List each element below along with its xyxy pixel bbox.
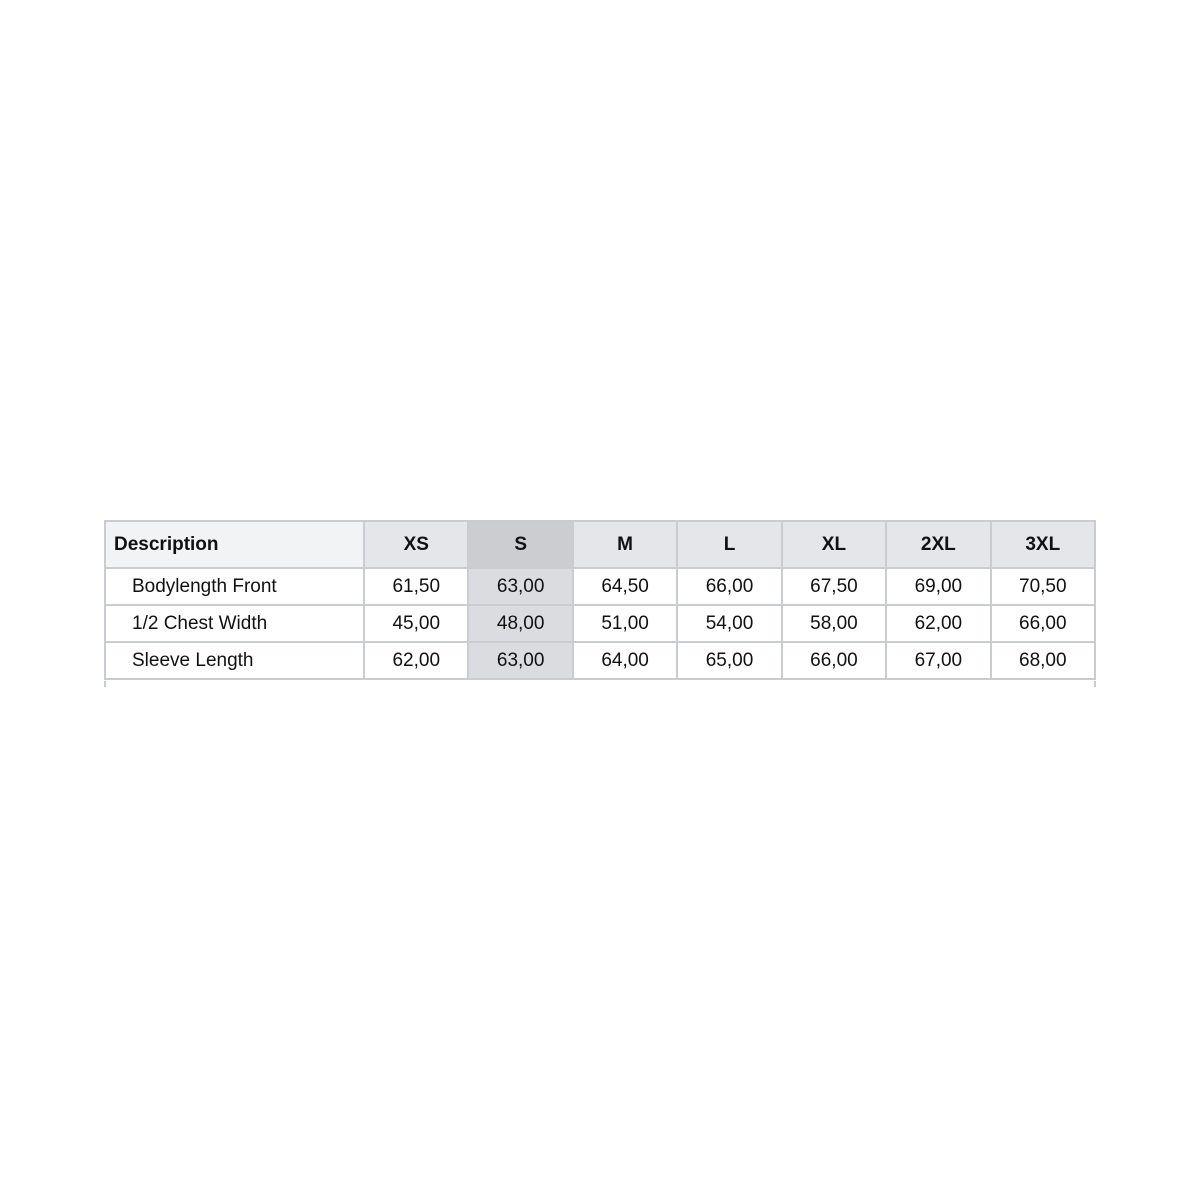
header-row (105, 521, 1095, 568)
table-cell: 65,00 (677, 642, 781, 679)
table-cell: 63,00 (468, 642, 572, 679)
table-cell: 58,00 (782, 605, 886, 642)
table-cell: 67,00 (886, 642, 990, 679)
table-cell: 51,00 (573, 605, 677, 642)
table-cell: 68,00 (991, 642, 1095, 679)
table-row-bodylength-front (105, 568, 1095, 605)
size-header-3xl: 3XL (991, 521, 1095, 568)
description-header: Description (105, 521, 364, 568)
table-border-tail-right (1094, 681, 1096, 687)
table-cell: 48,00 (468, 605, 572, 642)
table-cell: 45,00 (364, 605, 468, 642)
table-cell: 66,00 (782, 642, 886, 679)
table-cell: 67,50 (782, 568, 886, 605)
row-label: 1/2 Chest Width (105, 605, 364, 642)
table-cell: 64,50 (573, 568, 677, 605)
size-chart-table (104, 520, 1096, 680)
row-label: Sleeve Length (105, 642, 364, 679)
table-cell: 69,00 (886, 568, 990, 605)
table-cell: 70,50 (991, 568, 1095, 605)
table-row-sleeve-length (105, 642, 1095, 679)
table-cell: 63,00 (468, 568, 572, 605)
table-cell: 64,00 (573, 642, 677, 679)
row-label: Bodylength Front (105, 568, 364, 605)
size-header-s: S (468, 521, 572, 568)
size-header-l: L (677, 521, 781, 568)
table-cell: 54,00 (677, 605, 781, 642)
table-border-tail-left (104, 681, 106, 687)
table-cell: 61,50 (364, 568, 468, 605)
size-header-xl: XL (782, 521, 886, 568)
table-cell: 62,00 (886, 605, 990, 642)
table-row-chest-width (105, 605, 1095, 642)
size-header-2xl: 2XL (886, 521, 990, 568)
table-cell: 66,00 (991, 605, 1095, 642)
size-header-xs: XS (364, 521, 468, 568)
table-cell: 66,00 (677, 568, 781, 605)
size-header-m: M (573, 521, 677, 568)
table-cell: 62,00 (364, 642, 468, 679)
